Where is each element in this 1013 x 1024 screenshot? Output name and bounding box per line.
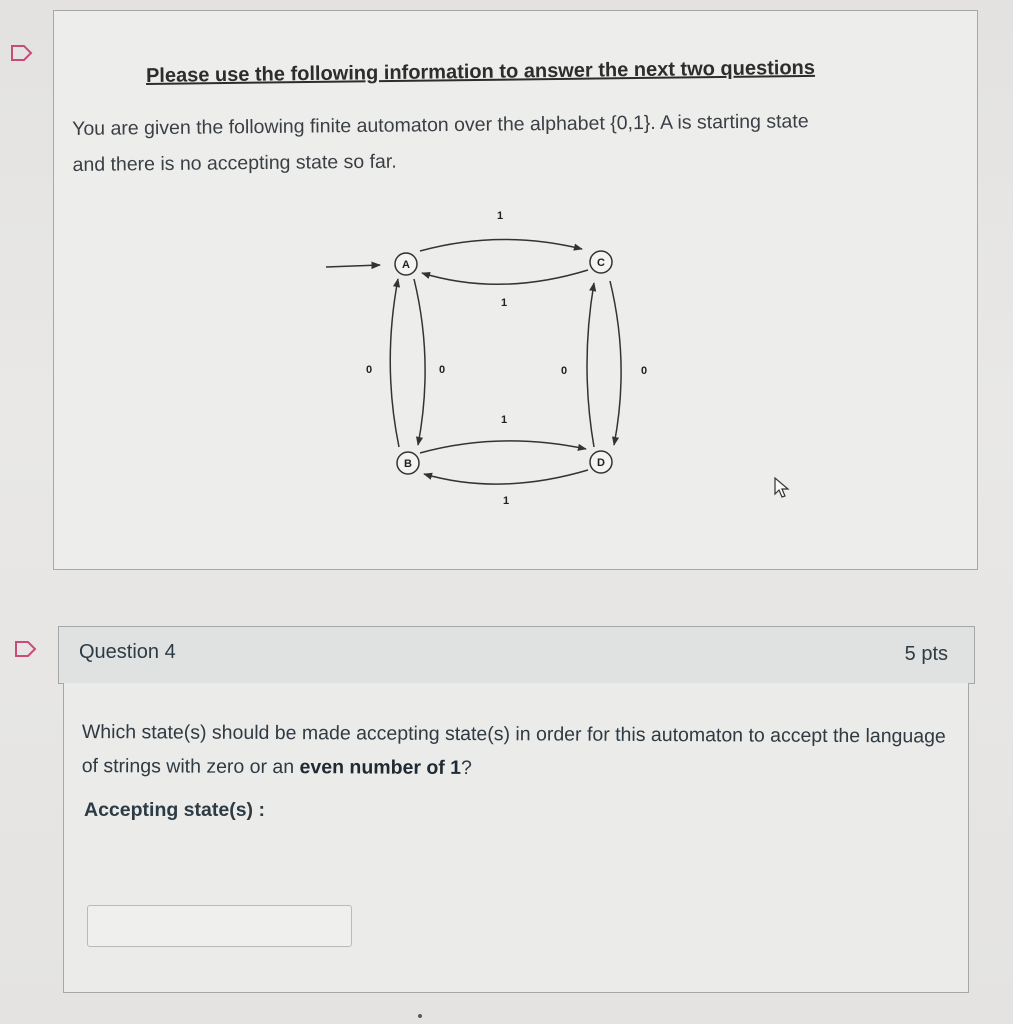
edge-label-D-B: 1 xyxy=(502,495,510,507)
question-text-part1: Which state(s) should be made accepting state(s) in order for this automaton to accept the language of strings with zero or an xyxy=(81,720,946,779)
edge-B-D xyxy=(420,441,586,453)
flag-question-icon[interactable] xyxy=(14,640,38,658)
question-body xyxy=(63,683,969,993)
state-label-B: B xyxy=(404,458,412,470)
edge-label-C-D: 0 xyxy=(640,365,648,377)
question-points: 5 pts xyxy=(904,643,948,665)
edge-label-D-C: 0 xyxy=(560,365,568,377)
debris-dot xyxy=(418,1014,422,1018)
automaton-diagram xyxy=(54,11,977,569)
question-text-bold: even number of 1 xyxy=(299,756,462,779)
edge-C-D xyxy=(610,281,621,445)
question-header xyxy=(58,626,975,684)
edge-label-C-A: 1 xyxy=(500,297,508,309)
edge-label-B-A: 0 xyxy=(365,364,373,376)
flag-question-icon[interactable] xyxy=(10,44,34,62)
info-title: Please use the following information to answer the next two questions xyxy=(145,56,816,87)
edge-D-C xyxy=(587,283,594,447)
edge-A-B xyxy=(414,279,425,445)
question-title: Question 4 xyxy=(79,641,176,663)
answer-input[interactable] xyxy=(87,905,352,947)
state-label-D: D xyxy=(597,457,605,469)
edge-D-B xyxy=(424,470,588,484)
info-line-1: You are given the following finite automaton over the alphabet {0,1}. A is starting state xyxy=(72,110,809,140)
question-text-part2: ? xyxy=(460,756,472,780)
question-text xyxy=(82,715,952,788)
answer-label: Accepting state(s) : xyxy=(84,799,265,821)
state-label-A: A xyxy=(402,259,410,271)
edge-B-A xyxy=(390,279,399,447)
edge-label-A-B: 0 xyxy=(438,364,446,376)
edge-label-B-D: 1 xyxy=(500,414,508,426)
edge-C-A xyxy=(422,270,588,284)
start-arrow xyxy=(326,265,380,267)
state-label-C: C xyxy=(597,257,605,269)
edge-label-A-C: 1 xyxy=(496,210,504,222)
info-line-2: and there is no accepting state so far. xyxy=(72,150,397,176)
mouse-pointer-icon xyxy=(772,476,792,500)
info-panel xyxy=(53,10,978,570)
edge-A-C xyxy=(420,239,582,251)
